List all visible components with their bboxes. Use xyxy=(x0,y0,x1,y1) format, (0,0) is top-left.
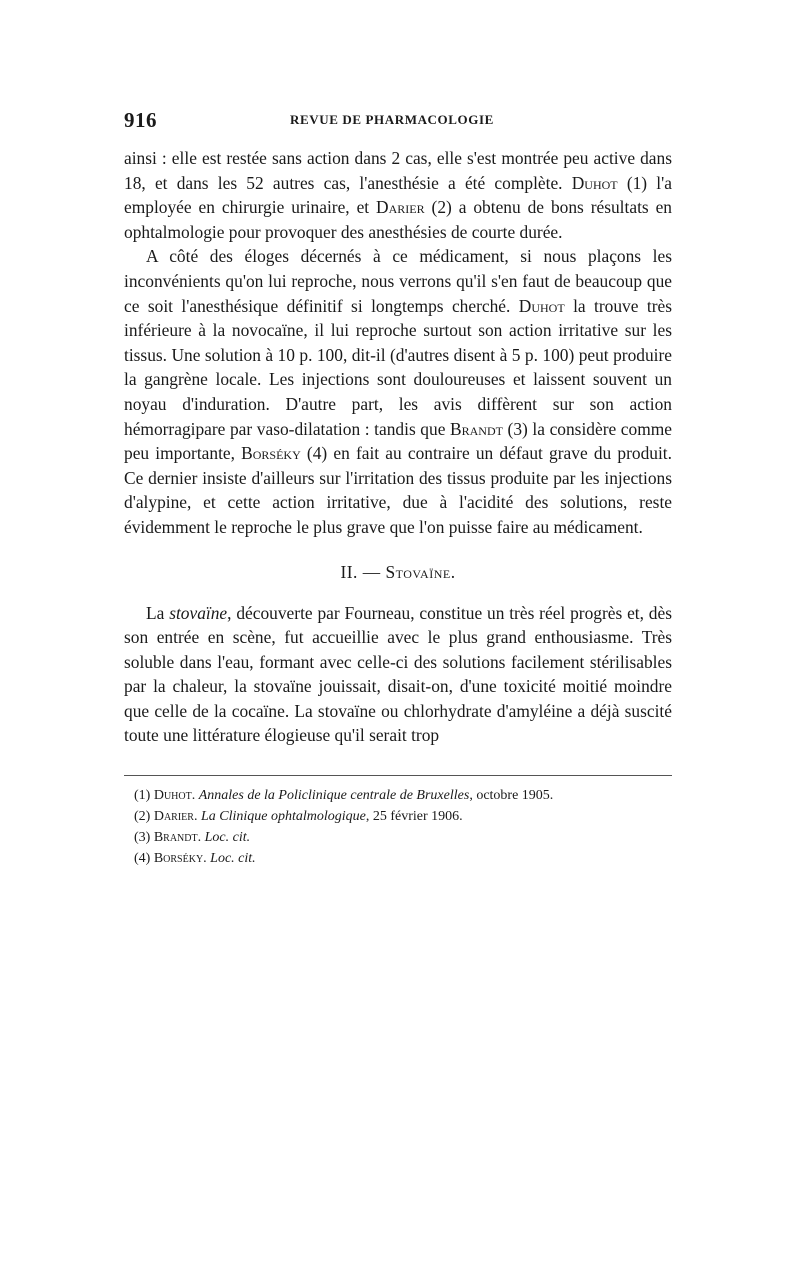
footnote-title: La Clinique ophtalmologique xyxy=(200,809,366,825)
body-text xyxy=(124,146,672,748)
italic-term: stovaïne xyxy=(169,602,228,623)
author-name: Darier xyxy=(376,197,425,218)
author-name: Duhot xyxy=(571,172,618,193)
section-number: II. — xyxy=(340,561,386,582)
footnote-author: Duhot xyxy=(153,788,192,804)
footnote-rest: , octobre 1905. xyxy=(469,788,554,804)
footnote-title: Loc. cit. xyxy=(204,830,251,846)
footnote xyxy=(124,785,672,806)
text-run: (1) l'a employée en chirurgie urinaire, et xyxy=(124,172,672,218)
footnote-author: Brandt xyxy=(153,830,198,846)
text-run: , découverte par Fourneau, constitue un très réel progrès et, dès son entrée en scène, fut accueillie avec le plus grand enthousiasme. Très soluble dans l'eau, formant avec celle-ci des solutions facilement stérilisables par la chaleur, la stovaïne jouissait, disait-on, d'une toxicité moitié moindre que celle de la cocaïne. La stovaïne ou chlorhydrate d'amyléine a déjà suscité toute une littérature élogieuse qu'il serait trop xyxy=(124,602,672,746)
footnote-title: Annales de la Policlinique centrale de Bruxelles xyxy=(198,788,470,804)
footnote-title: Loc. cit. xyxy=(210,851,256,867)
footnote-number: (2) xyxy=(134,809,154,825)
author-name: Duhot xyxy=(518,295,565,316)
footnote-sep: . xyxy=(193,809,201,825)
paragraph-continued xyxy=(124,146,672,244)
footnote-author: Darier xyxy=(153,809,194,825)
footnote-number: (3) xyxy=(134,830,154,846)
footnote-rule xyxy=(124,775,672,776)
author-name: Brandt xyxy=(450,418,503,439)
footnote-author: Borséky xyxy=(153,851,204,867)
paragraph-stovaine xyxy=(124,601,672,749)
footnote xyxy=(124,827,672,848)
text-run: La xyxy=(146,602,170,623)
text-run: (4) en fait au contraire un défaut grave du produit. Ce dernier insiste d'ailleurs sur l'irritation des tissus produite par les injections d'alypine, et cette action irritative, due à l'acidité des solutions, reste évidemment le reproche le plus grave que l'on puisse faire au médicament. xyxy=(124,443,672,537)
footnote-sep: . xyxy=(191,788,199,804)
footnote-sep: . xyxy=(203,851,211,867)
section-heading xyxy=(124,562,672,583)
running-head xyxy=(124,108,672,140)
page-number: 916 xyxy=(124,108,157,132)
text-run: ainsi : elle est restée sans action dans 2 cas, elle s'est montrée peu active dans 18, et dans les 52 autres cas, l'anesthésie a été complète. xyxy=(124,148,672,193)
text-run: la trouve très inférieure à la novocaïne, il lui reproche surtout son action irritative sur les tissus. Une solution à 10 p. 100, dit-il (d'autres disent à 5 p. 100) peut produire la gangrène locale. Les injections sont douloureuses et laissent souvent un noyau d'induration. D'autre part, les avis diffèrent sur son action hémorragipare par vaso-dilatation : tandis que xyxy=(124,295,672,439)
book-page xyxy=(124,108,672,869)
journal-title: REVUE DE PHARMACOLOGIE xyxy=(290,112,494,127)
author-name: Borséky xyxy=(241,443,301,464)
footnote-rest: , 25 février 1906. xyxy=(365,809,463,825)
footnote xyxy=(124,848,672,869)
text-run: (3) la considère comme peu importante, xyxy=(124,418,672,464)
footnote-number: (4) xyxy=(134,851,154,867)
footnote-number: (1) xyxy=(134,788,154,804)
footnote-sep: . xyxy=(197,830,205,846)
footnote xyxy=(124,806,672,827)
text-run: A côté des éloges décernés à ce médicament, si nous plaçons les inconvénients qu'on lui reproche, nous verrons qu'il s'en faut de beaucoup que ce soit l'anesthésique définitif si longtemps cherché. xyxy=(124,246,672,316)
footnotes xyxy=(124,785,672,869)
section-title: Stovaïne. xyxy=(385,561,456,582)
text-run: (2) a obtenu de bons résultats en ophtalmologie pour provoquer des anesthésies de courte durée. xyxy=(124,197,672,242)
paragraph-inconvenients xyxy=(124,244,672,539)
